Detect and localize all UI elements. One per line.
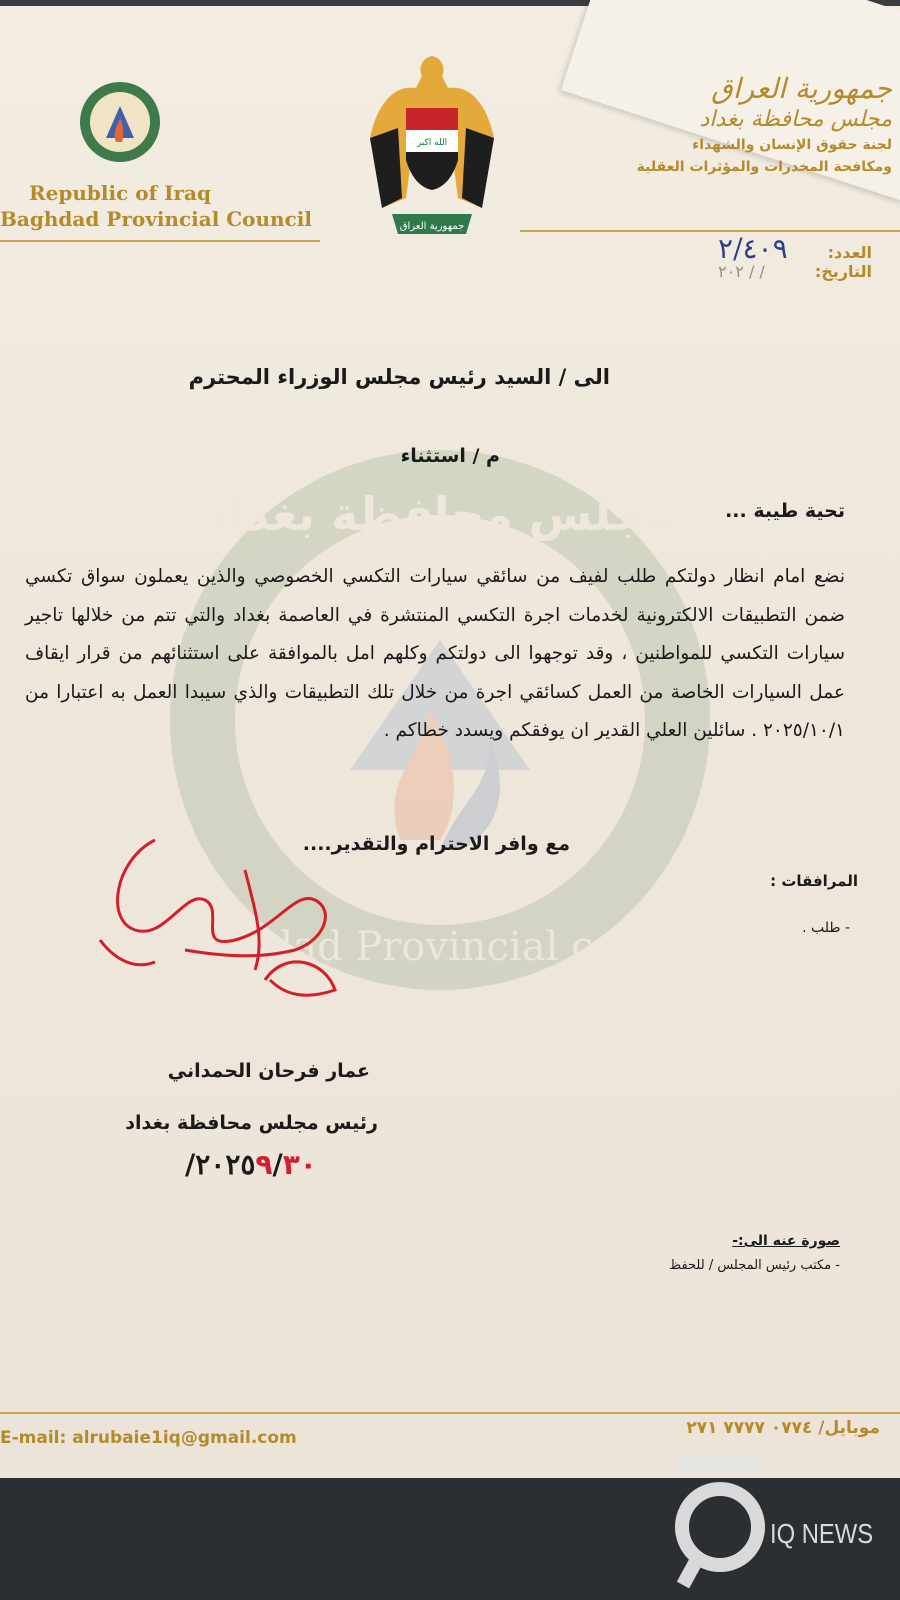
ref-date-label: التاريخ: xyxy=(814,262,872,281)
emblem-scroll-text: جمهورية العراق xyxy=(399,221,465,232)
reference-block xyxy=(718,232,872,292)
date-separator: / xyxy=(272,1148,283,1181)
signature-date xyxy=(185,1148,317,1181)
header-en-line1: Republic of Iraq xyxy=(29,181,211,205)
header-en-line2: Baghdad Provincial Council xyxy=(0,207,312,231)
subject: م / استثناء xyxy=(400,445,500,467)
enclosures-heading: المرافقات : xyxy=(770,872,858,890)
council-logo-icon xyxy=(78,80,162,164)
watermark-ar-text: مجلس محافظة بغداد xyxy=(205,487,675,541)
footer-rule xyxy=(0,1412,900,1414)
header-left-block xyxy=(0,80,312,232)
footer-phone: موبايل/ ٠٧٧٤ ٧٧٧٧ ٢٧١ xyxy=(686,1418,880,1438)
signer-name: عمار فرحان الحمداني xyxy=(167,1060,370,1082)
handwritten-signature xyxy=(95,830,365,1020)
header-ar-line2: مجلس محافظة بغداد xyxy=(699,107,892,132)
signer-title: رئيس مجلس محافظة بغداد xyxy=(125,1112,378,1134)
header-right-block xyxy=(592,72,892,178)
letter-body: نضع امام انظار دولتكم طلب لفيف من سائقي سيارات التكسي الخصوصي والذين يعملون سواق تكسي ضمن التطبيقات الالكترونية لخدمات اجرة التكسي المنتشرة في العاصمة بغداد والتي تتم من خلالها تاجير سيارات التكسي للمواطنين ، وقد توجهوا الى دولتكم وكلهم امل بالموافقة على استثنائهم من قرار ايقاف عمل السيارات الخاصة من العمل كسائقي اجرة من خلال تلك التطبيقات والذي سيبدا العمل به اعتبارا من ٢٠٢٥/١٠/١ . سائلين العلي القدير ان يوفقكم ويسدد خطاكم . xyxy=(25,566,845,741)
enclosures-item: - طلب . xyxy=(802,920,850,936)
closing-line: مع وافر الاحترام والتقدير.... xyxy=(302,833,570,855)
ref-number-label: العدد: xyxy=(827,243,872,262)
addressee: الى / السيد رئيس مجلس الوزراء المحترم xyxy=(188,365,610,389)
date-month: ٩ xyxy=(255,1148,273,1181)
date-year: /٢٠٢٥ xyxy=(185,1148,256,1181)
iq-news-label: IQ NEWS xyxy=(770,1518,874,1549)
cc-item: - مكتب رئيس المجلس / للحفظ xyxy=(669,1258,840,1273)
iraq-eagle-emblem-icon xyxy=(362,48,502,248)
footer-email: E-mail: alrubaie1iq@gmail.com xyxy=(0,1428,297,1448)
header-ar-line3: لجنة حقوق الإنسان والشهداء xyxy=(692,137,892,153)
ref-number-value: ٢/٤٠٩ xyxy=(718,232,788,265)
cc-heading: صورة عنه الى:- xyxy=(732,1233,840,1249)
ref-date-value: / / ٢٠٢ xyxy=(718,262,765,281)
date-day: ٣٠ xyxy=(282,1148,317,1181)
greeting: تحية طيبة ... xyxy=(725,500,845,522)
emblem-motto: الله اكبر xyxy=(416,138,448,148)
watermark-en-text: Baghdad Provincial council xyxy=(162,924,718,970)
header-ar-line4: ومكافحة المخدرات والمؤثرات العقلية xyxy=(636,159,892,175)
header-left-rule xyxy=(0,240,320,242)
header-ar-line1: جمهورية العراق xyxy=(711,72,892,105)
